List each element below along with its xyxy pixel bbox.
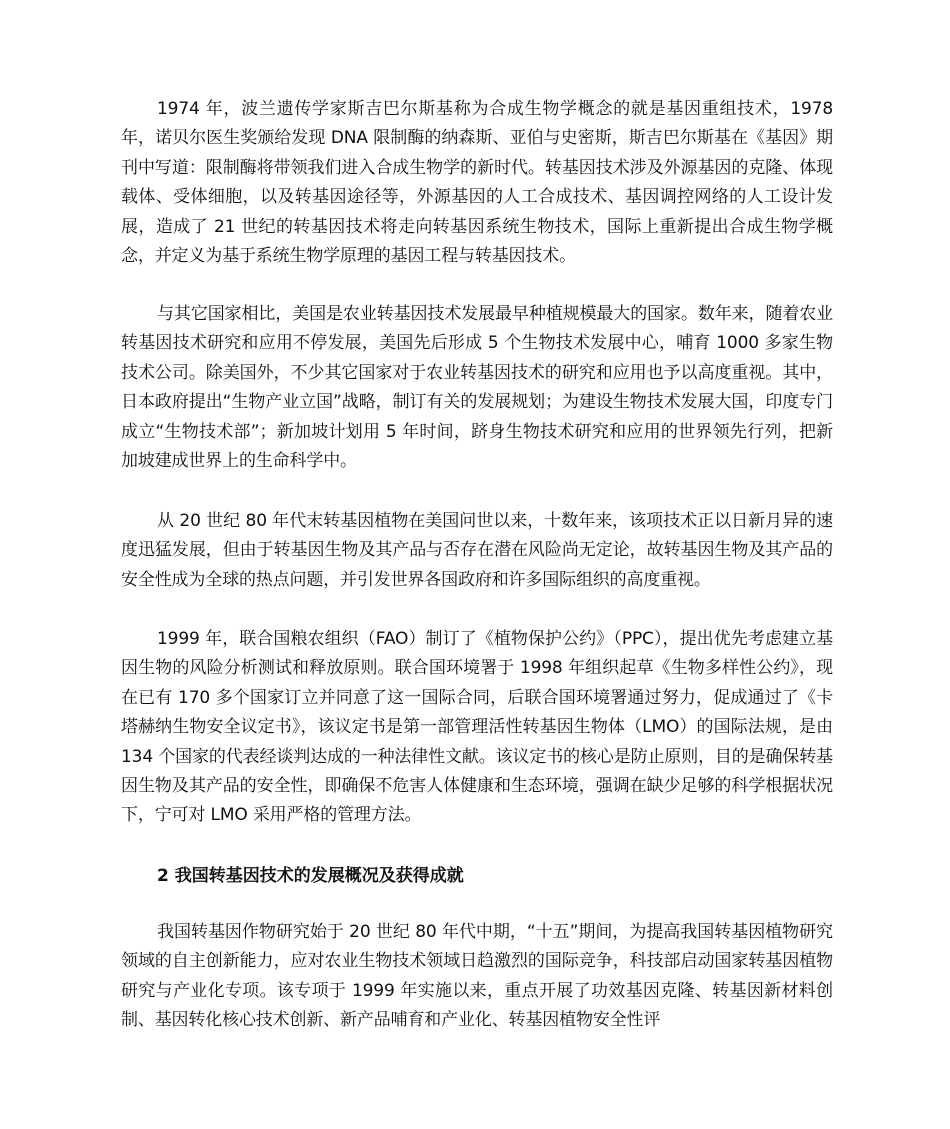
paragraph-1: 1974 年，波兰遗传学家斯吉巴尔斯基称为合成生物学概念的就是基因重组技术，1978 年，诺贝尔医生奖颁给发现 DNA 限制酶的纳森斯、亚伯与史密斯，斯吉巴尔斯基在《基因》期刊中写道：限制酶将带领我们进入合成生物学的新时代。转基因技术涉及外源基因的克隆、体现载体、受体细胞，以及转基因途径等，外源基因的人工合成技术、基因调控网络的人工设计发展，造成了 21 世纪的转基因技术将走向转基因系统生物技术，国际上重新提出合成生物学概念，并定义为基于系统生物学原理的基因工程与转基因技术。 — [121, 99, 833, 267]
section-heading: 2 我国转基因技术的发展概况及获得成就 — [157, 866, 464, 886]
section-paragraph: 我国转基因作物研究始于 20 世纪 80 年代中期，“十五”期间，为提高我国转基因植物研究领域的自主创新能力，应对农业生物技术领域日趋激烈的国际竞争，科技部启动国家转基因植物研究与产业化专项。该专项于 1999 年实施以来，重点开展了功效基因克隆、转基因新材料创制、基因转化核心技术创新、新产品哺育和产业化、转基因植物安全性评 — [121, 922, 833, 1031]
paragraph-3: 从 20 世纪 80 年代末转基因植物在美国问世以来，十数年来，该项技术正以日新月异的速度迅猛发展，但由于转基因生物及其产品与否存在潜在风险尚无定论，故转基因生物及其产品的安全性成为全球的热点问题，并引发世界各国政府和许多国际组织的高度重视。 — [121, 511, 833, 590]
paragraph-2: 与其它国家相比，美国是农业转基因技术发展最早种植规模最大的国家。数年来，随着农业转基因技术研究和应用不停发展，美国先后形成 5 个生物技术发展中心，哺育 1000 多家生物技术公司。除美国外，不少其它国家对于农业转基因技术的研究和应用也予以高度重视。其中，日本政府提出“生物产业立国”战略，制订有关的发展规划；为建设生物技术发展大国，印度专门成立“生物技术部”；新加坡计划用 5 年时间，跻身生物技术研究和应用的世界领先行列，把新加坡建成世界上的生命科学中。 — [121, 304, 833, 472]
paragraph-4: 1999 年，联合国粮农组织（FAO）制订了《植物保护公约》（PPC），提出优先考虑建立基因生物的风险分析测试和释放原则。联合国环境署于 1998 年组织起草《生物多样性公约》，现在已有 170 多个国家订立并同意了这一国际合同，后联合国环境署通过努力，促成通过了《卡塔赫纳生物安全议定书》，该议定书是第一部管理活性转基因生物体（LMO）的国际法规，是由 134 个国家的代表经谈判达成的一种法律性文献。该议定书的核心是防止原则，目的是确保转基因生物及其产品的安全性，即确保不危害人体健康和生态环境，强调在缺少足够的科学根据状况下，宁可对 LMO 采用严格的管理方法。 — [121, 629, 833, 826]
